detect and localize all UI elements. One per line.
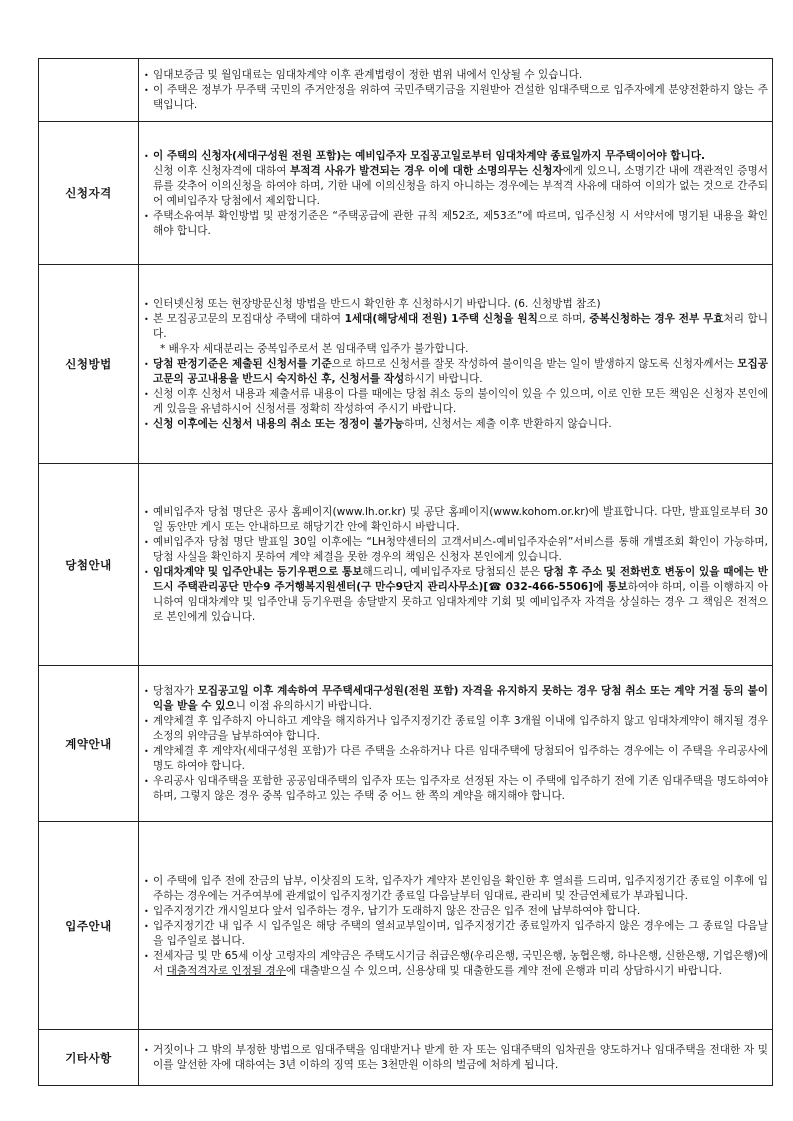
text-segment: 당첨자가 bbox=[153, 685, 198, 697]
text-segment: 계약체결 후 입주하지 아니하고 계약을 해지하거나 입주지정기간 종료일 이후 3개월 이내에 입주하지 않고 임대차계약이 해지될 경우 소정의 위약금을 납부하여야 합니다. bbox=[153, 715, 769, 742]
list-item bbox=[144, 83, 768, 113]
list-item bbox=[144, 744, 768, 774]
text-segment: 으로 하며, bbox=[537, 313, 590, 325]
section-content bbox=[139, 265, 773, 464]
item-text bbox=[153, 684, 768, 714]
text-segment: 하시기 바랍니다. bbox=[404, 373, 483, 385]
bold-text: 신청 이후에는 신청서 내용의 취소 또는 정정이 불가능 bbox=[153, 418, 404, 430]
item-text bbox=[153, 312, 768, 342]
bullet-icon: • bbox=[144, 747, 149, 756]
section-label: 신청방법 bbox=[39, 265, 139, 464]
section-content bbox=[139, 122, 773, 265]
section-content bbox=[139, 59, 773, 122]
item-text bbox=[153, 919, 768, 949]
section-label: 계약안내 bbox=[39, 666, 139, 822]
section-row bbox=[39, 666, 773, 822]
text-segment: 전세자금 및 만 65세 이상 고령자의 계약금은 주택도시기금 취급은행(우리은행, 국민은행, 농협은행, 하나은행, 신한은행, 기업은행)에서 bbox=[153, 949, 768, 977]
bullet-icon: • bbox=[144, 906, 149, 916]
text-segment: 입주지정기간 내 입주 시 입주일은 해당 주택의 열쇠교부일이며, 입주지정기간 종료일까지 입주하지 않은 경우에는 그 종료일 다음날을 입주일로 봅니다. bbox=[153, 919, 768, 947]
text-segment: 이 주택에 입주 전에 잔금의 납부, 이삿짐의 도착, 입주자가 계약자 본인임을 확인한 후 열쇠를 드리며, 입주지정기간 종료일 이후에 입주하는 경우에는 거주여부에 관계없이 입주지정기간 종료일 다음날부터 임대료, 관리비 및 잔금연체료가 부과됩니다. bbox=[153, 874, 768, 902]
item-text bbox=[153, 874, 768, 904]
text-segment: 에게 있으니, 소명기간 내에 객관적인 증명서류를 갖추어 이의신청을 하여야 하며, 기한 내에 이의신청을 하지 아니하는 경우에는 부적격 사유에 대하여 이의가 없는 것으로 간주되어 예비입주자 당첨에서 제외합니다. bbox=[153, 164, 768, 207]
bullet-icon: • bbox=[144, 151, 149, 161]
list-item bbox=[144, 342, 768, 357]
item-text bbox=[153, 744, 768, 774]
item-text bbox=[153, 209, 768, 239]
text-segment: 임대보증금 및 월임대료는 임대차계약 이후 관계법령이 정한 범위 내에서 인상될 수 있습니다. bbox=[153, 69, 583, 81]
list-item bbox=[144, 505, 768, 535]
text-segment: 이 주택은 정부가 무주택 국민의 주거안정을 위하여 국민주택기금을 지원받아 건설한 임대주택으로 입주자에게 분양전환하지 않는 주택입니다. bbox=[153, 84, 768, 111]
section-content bbox=[139, 822, 773, 1030]
item-text bbox=[153, 164, 768, 209]
section-content bbox=[139, 666, 773, 822]
item-text bbox=[160, 342, 768, 357]
bullet-icon: • bbox=[144, 538, 149, 547]
text-segment: 거짓이나 그 밖의 부정한 방법으로 임대주택을 임대받거나 받게 한 자 또는 임대주택의 임차권을 양도하거나 임대주택을 전대한 자 및 이를 알선한 자에 대하여는 3년 이하의 징역 또는 3천만원 이하의 벌금에 처하게 됩니다. bbox=[153, 1044, 768, 1071]
section-row bbox=[39, 464, 773, 666]
item-text bbox=[153, 357, 768, 387]
list-item bbox=[144, 919, 768, 949]
bold-text: 이 주택의 신청자(세대구성원 전원 포함)는 예비입주자 모집공고일로부터 임대차계약 종료일까지 무주택이어야 합니다. bbox=[153, 149, 706, 162]
section-content bbox=[139, 464, 773, 666]
list-item bbox=[144, 149, 768, 164]
text-segment: 에 대출받으실 수 있으며, 신용상태 및 대출한도를 계약 전에 은행과 미리 상담하시기 바랍니다. bbox=[285, 964, 722, 977]
text-segment: 신청 이후 신청서 내용과 제출서류 내용이 다를 때에는 당첨 취소 등의 불이익이 있을 수 있으며, 이로 인한 모든 책임은 신청자 본인에게 있음을 유념하시어 신청서를 정확히 작성하여 주시기 바랍니다. bbox=[153, 388, 768, 415]
list-item bbox=[144, 1043, 768, 1073]
bullet-icon: • bbox=[144, 508, 149, 517]
item-text bbox=[153, 565, 768, 625]
section-label: 입주안내 bbox=[39, 822, 139, 1030]
text-segment: 니 이점 유의하시기 바랍니다. bbox=[235, 700, 372, 712]
item-text bbox=[153, 297, 768, 312]
list-item bbox=[144, 684, 768, 714]
text-segment: 으로 하므로 신청서를 잘못 작성하여 불이익을 받는 일이 발생하지 않도록 신청자께서는 bbox=[331, 358, 738, 370]
section-row bbox=[39, 59, 773, 122]
list-item bbox=[144, 417, 768, 432]
text-segment: 본 모집공고문의 모집대상 주택에 대하여 bbox=[153, 313, 345, 325]
bold-text: 모집공고문의 공고내용을 반드시 숙지하신 후, 신청서를 작성 bbox=[153, 358, 768, 385]
bold-text: 모집공고일 이후 계속하여 무주택세대구성원(전원 포함) 자격을 유지하지 못하는 경우 당첨 취소 또는 계약 거절 등의 불이익을 받을 수 있으 bbox=[153, 685, 768, 712]
section-label: 신청자격 bbox=[39, 122, 139, 265]
text-segment: 예비입주자 당첨 명단은 공사 홈페이지(www.lh.or.kr) 및 공단 홈페이지(www.kohom.or.kr)에 발표합니다. 다만, 발표일로부터 30일 동안만 게시 또는 안내하므로 해당기간 안에 확인하시 바랍니다. bbox=[153, 506, 768, 533]
item-text bbox=[153, 505, 768, 535]
notice-table bbox=[38, 58, 773, 1086]
bullet-icon: • bbox=[144, 300, 149, 309]
text-segment: 인터넷신청 또는 현장방문신청 방법을 반드시 확인한 후 신청하시기 바랍니다. (6. 신청방법 참조) bbox=[153, 298, 601, 310]
bold-text: 임대차계약 및 입주안내는 등기우편으로 통보 bbox=[153, 566, 363, 578]
list-item bbox=[144, 874, 768, 904]
bullet-icon: • bbox=[144, 211, 149, 221]
list-item bbox=[144, 535, 768, 565]
item-text bbox=[153, 949, 768, 979]
text-segment: 주택소유여부 확인방법 및 판정기준은 “주택공급에 관한 규칙 제52조, 제53조”에 따르며, 입주신청 시 서약서에 명기된 내용을 확인해야 합니다. bbox=[153, 209, 768, 237]
text-segment: 하며, 신청서는 제출 이후 반환하지 않습니다. bbox=[403, 418, 612, 430]
list-item bbox=[144, 312, 768, 342]
item-text bbox=[153, 68, 768, 83]
bullet-icon: • bbox=[144, 951, 149, 961]
list-item bbox=[144, 68, 768, 83]
bold-text: 중복신청하는 경우 전부 무효 bbox=[589, 313, 724, 325]
bold-text: 당첨 판정기준은 제출된 신청서를 기준 bbox=[153, 358, 332, 370]
bullet-icon: • bbox=[144, 717, 149, 726]
section-row bbox=[39, 1030, 773, 1086]
bullet-icon bbox=[144, 164, 153, 209]
text-segment: 예비입주자 당첨 명단 발표일 30일 이후에는 “LH청약센터의 고객서비스-예비입주자순위”서비스를 통해 개별조회 확인이 가능하며, 당첨 사실을 확인하지 못하여 계약 체결을 못한 경우의 책임은 신청자 본인에게 있습니다. bbox=[153, 536, 768, 563]
section-row bbox=[39, 122, 773, 265]
text-segment: 신청 이후 신청자격에 대하여 bbox=[153, 164, 290, 177]
list-item bbox=[144, 714, 768, 744]
text-segment: 해드리니, 예비입주자로 당첨되신 분은 bbox=[362, 566, 544, 578]
text-segment: 우리공사 임대주택을 포함한 공공임대주택의 입주자 또는 입주자로 선정된 자는 이 주택에 입주하기 전에 기존 임대주택을 명도하여야 하며, 그렇지 않은 경우 중복 입주하고 있는 주택 중 어느 한 쪽의 계약을 해지해야 합니다. bbox=[153, 775, 768, 802]
list-item bbox=[144, 209, 768, 239]
item-text bbox=[153, 417, 768, 432]
section-row bbox=[39, 822, 773, 1030]
text-segment: 계약체결 후 계약자(세대구성원 포함)가 다른 주택을 소유하거나 다른 임대주택에 당첨되어 입주하는 경우에는 이 주택을 우리공사에 명도 하여야 합니다. bbox=[153, 745, 768, 772]
item-text bbox=[153, 535, 768, 565]
bullet-icon: • bbox=[144, 777, 149, 786]
bullet-icon: • bbox=[144, 71, 149, 80]
bullet-icon: • bbox=[144, 568, 149, 577]
text-segment: 처리 합니다. bbox=[153, 313, 768, 340]
underlined-text: 대출적격자로 인정될 경우 bbox=[166, 964, 286, 977]
notice-document bbox=[38, 58, 773, 1086]
bullet-icon: • bbox=[144, 921, 149, 931]
bullet-icon: • bbox=[144, 86, 149, 95]
bullet-icon: • bbox=[144, 1046, 149, 1055]
bullet-icon: • bbox=[144, 360, 149, 369]
list-item bbox=[144, 357, 768, 387]
section-label bbox=[39, 59, 139, 122]
list-item bbox=[144, 904, 768, 919]
bold-text: 부적격 사유가 발견되는 경우 이에 대한 소명의무는 신청자 bbox=[290, 164, 563, 177]
section-row bbox=[39, 265, 773, 464]
list-item bbox=[144, 387, 768, 417]
list-item bbox=[144, 774, 768, 804]
item-text bbox=[153, 774, 768, 804]
section-content bbox=[139, 1030, 773, 1086]
bullet-icon: • bbox=[144, 390, 149, 399]
item-text bbox=[153, 149, 768, 164]
item-text bbox=[153, 83, 768, 113]
bullet-icon: • bbox=[144, 315, 149, 324]
list-item bbox=[144, 164, 768, 209]
list-item bbox=[144, 565, 768, 625]
item-text bbox=[153, 714, 768, 744]
list-item bbox=[144, 949, 768, 979]
item-text bbox=[153, 387, 768, 417]
text-segment: 입주지정기간 개시일보다 앞서 입주하는 경우, 납기가 도래하지 않은 잔금은 입주 전에 납부하여야 합니다. bbox=[153, 904, 641, 917]
bullet-icon: • bbox=[144, 420, 149, 429]
bullet-icon: • bbox=[144, 687, 149, 696]
text-segment: * 배우자 세대분리는 중복입주로서 본 임대주택 입주가 불가합니다. bbox=[160, 343, 469, 355]
bold-text: 당첨 후 주소 및 전화번호 변동이 있을 때에는 반드시 주택관리공단 만수9 주거행복지원센터(구 만수9단지 관리사무소)[☎ 032-466-5506]에 통보 bbox=[153, 566, 768, 593]
section-label: 기타사항 bbox=[39, 1030, 139, 1086]
item-text bbox=[153, 904, 768, 919]
bullet-icon: • bbox=[144, 876, 149, 886]
section-label: 당첨안내 bbox=[39, 464, 139, 666]
item-text bbox=[153, 1043, 768, 1073]
list-item bbox=[144, 297, 768, 312]
text-segment: 하여야 하며, 이를 이행하지 아니하여 임대차계약 및 입주안내 등기우편을 송달받지 못하고 임대차계약 기회 및 예비입주자 자격을 상실하는 경우 그 책임은 전적으로 본인에게 있습니다. bbox=[153, 581, 768, 623]
bold-text: 1세대(해당세대 전원) 1주택 신청을 원칙 bbox=[344, 313, 538, 325]
